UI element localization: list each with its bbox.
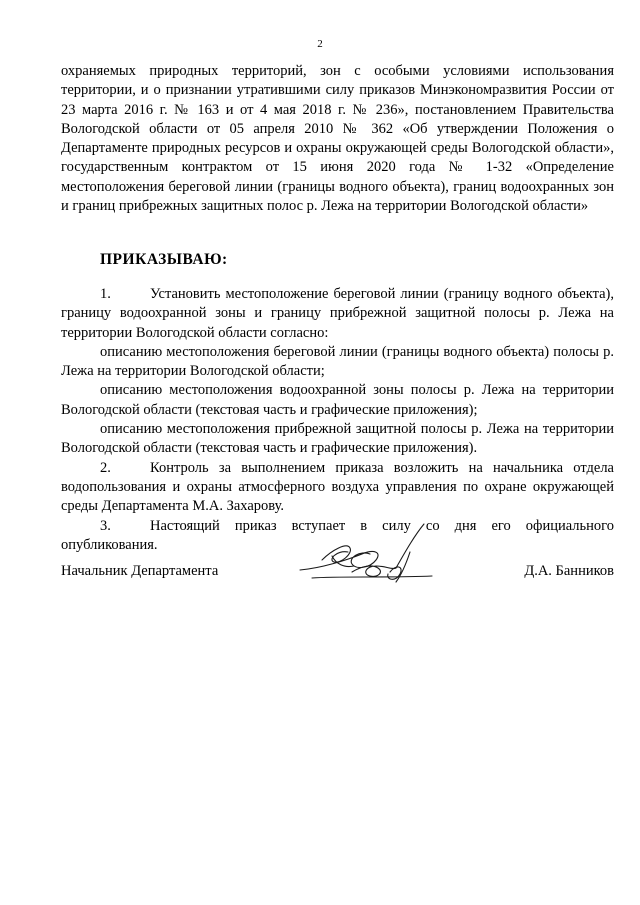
signatory-title: Начальник Департамента [61,563,219,579]
item-text: описанию местоположения водоохранной зоны полосы р. Лежа на территории Вологодской области (текстовая часть и графические приложения); [61,382,614,418]
handwritten-signature [292,520,442,592]
item-text: описанию местоположения прибрежной защитной полосы р. Лежа на территории Вологодской области (текстовая часть и графические приложения). [61,421,614,457]
item-text: Контроль за выполнением приказа возложить на начальника отдела водопользования и охраны атмосферного воздуха управления по охране окружающей среды Департамента М.А. Захарову. [61,459,614,515]
order-subitem-water-protection-zone [61,381,614,420]
item-text: Установить местоположение береговой линии (границу водного объекта), границу водоохранной зоны и границу прибрежной защитной полосы р. Лежа на территории Вологодской области согласно: [61,286,614,341]
item-text: описанию местоположения береговой линии (границы водного объекта) полосы р. Лежа на территории Вологодской области; [61,343,614,380]
order-subitem-shoreline [61,343,614,382]
intro-paragraph: охраняемых природных территорий, зон с особыми условиями использования территории, и о признании утратившими силу приказов Минэкономразвития России от 23 марта 2016 г. № 163 и от 4 мая 2018 г. № 236», постановлением Правительства Вологодской области от 05 апреля 2010 № 362 «Об утверждении Положения о Департаменте природных ресурсов и охраны окружающей среды Вологодской области», государственным контрактом от 15 июня 2020 года № 1-32 «Определение местоположения береговой линии (границы водного объекта), границ водоохранных зон и границ прибрежных защитных полос р. Лежа на территории Вологодской области» [61,63,614,215]
page-number: 2 [317,38,323,50]
signatory-name: Д.А. Банников [524,563,614,579]
item-number: 3. [100,517,111,534]
order-subitem-coastal-strip [61,420,614,459]
item-text: Настоящий приказ вступает в силу со дня его официального опубликования. [61,517,614,553]
order-heading: ПРИКАЗЫВАЮ: [100,251,228,268]
item-number: 1. [100,286,111,302]
order-items [61,285,614,555]
order-item-2 [61,459,614,517]
order-item-1 [61,285,614,343]
item-number: 2. [100,459,111,476]
